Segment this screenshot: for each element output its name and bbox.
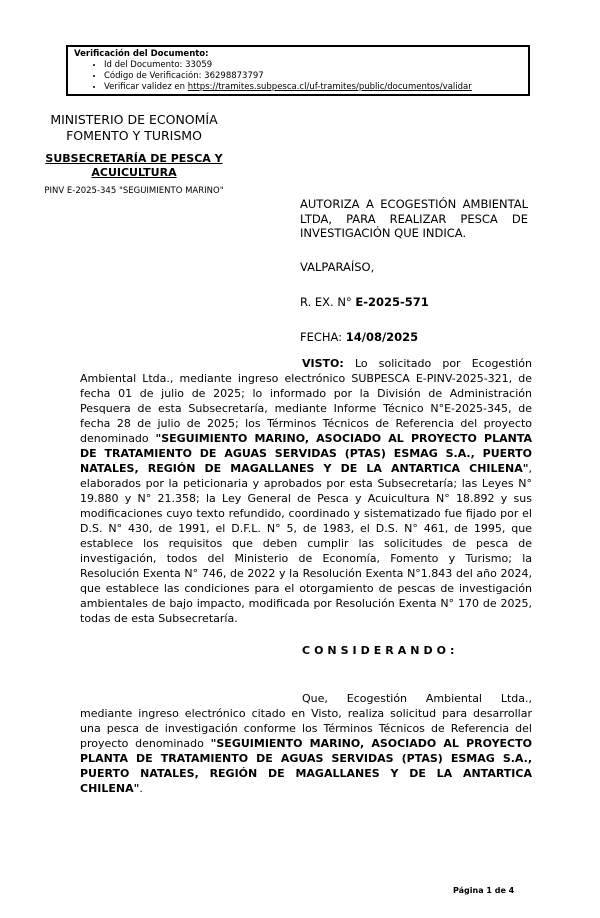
considerando-text-2: . bbox=[139, 782, 143, 795]
verification-title: Verificación del Documento: bbox=[74, 49, 209, 59]
date-value: 14/08/2025 bbox=[345, 330, 419, 344]
ministry-name-line1: MINISTERIO DE ECONOMÍA bbox=[50, 112, 218, 127]
visto-text-1: Lo solicitado por Ecogestión Ambiental Ltda., mediante ingreso electrónico SUBPESCA E-PINV-2025-321, de fecha 01 de julio de 2025; lo informado por la División de Administración Pesquera de esta Subsecretaría, mediante Informe Técnico N°E-2025-345, de fecha 28 de julio de 2025; los Términos Técnicos de Referencia del proyecto denominado bbox=[80, 357, 532, 445]
subsecretariat-name: SUBSECRETARÍA DE PESCA Y ACUICULTURA bbox=[45, 152, 223, 179]
verification-list bbox=[74, 60, 522, 93]
verification-link-label: Verificar validez en bbox=[104, 82, 188, 92]
resolution-line bbox=[300, 295, 429, 309]
ministry-name-line2: FOMENTO Y TURISMO bbox=[66, 127, 202, 143]
subject-summary: AUTORIZA A ECOGESTIÓN AMBIENTAL LTDA, PARA REALIZAR PESCA DE INVESTIGACIÓN QUE INDICA. bbox=[300, 197, 528, 240]
considerando-heading: CONSIDERANDO: bbox=[302, 644, 459, 657]
document-id: • Id del Documento: 33059 bbox=[104, 60, 522, 71]
page-footer: Página 1 de 4 bbox=[453, 886, 515, 895]
considerando-project-name: "SEGUIMIENTO MARINO, ASOCIADO AL PROYECTO PLANTA DE TRATAMIENTO DE AGUAS SERVIDAS (PTAS) ESMAG S.A., PUERTO NATALES, REGIÓN DE MAGALLANES Y DE LA ANTARTICA CHILENA" bbox=[80, 737, 532, 795]
visto-project-name: "SEGUIMIENTO MARINO, ASOCIADO AL PROYECTO PLANTA DE TRATAMIENTO DE AGUAS SERVIDAS (PTAS) ESMAG S.A., PUERTO NATALES, REGIÓN DE MAGALLANES Y DE LA ANTARTICA CHILENA" bbox=[80, 432, 532, 475]
city-line: VALPARAÍSO, bbox=[300, 260, 375, 274]
date-label: FECHA: bbox=[300, 330, 346, 344]
date-line bbox=[300, 330, 418, 344]
verification-link[interactable]: https://tramites.subpesca.cl/uf-tramites/public/documentos/validar bbox=[187, 82, 472, 92]
letterhead bbox=[28, 112, 240, 196]
resolution-label: R. EX. N° bbox=[300, 295, 356, 309]
visto-section bbox=[80, 356, 532, 626]
resolution-number: E-2025-571 bbox=[355, 295, 429, 309]
considerando-text-1: Que, Ecogestión Ambiental Ltda., mediante ingreso electrónico citado en Visto, realiza solicitud para desarrollar una pesca de investigación conforme los Términos Técnicos de Referencia del proyecto denominado bbox=[80, 692, 532, 750]
visto-text-2: , elaborados por la peticionaria y aprobados por esta Subsecretaría; las Leyes N° 19.880 y N° 21.358; la Ley General de Pesca y Acuicultura N° 18.892 y sus modificaciones cuyo texto refundido, coordinado y sistematizado fue fijado por el D.S. N° 430, de 1991, el D.F.L. N° 5, de 1983, el D.S. N° 461, de 1995, que establece los requisitos que deben cumplir las solicitudes de pesca de investigación, todos del Ministerio de Economía, Fomento y Turismo; la Resolución Exenta N° 746, de 2022 y la Resolución Exenta N°1.843 del año 2024, que establece las condiciones para el otorgamiento de pescas de investigación ambientales de bajo impacto, modificada por Resolución Exenta N° 170 de 2025, todas de esta Subsecretaría. bbox=[80, 462, 532, 625]
verification-box bbox=[66, 45, 530, 96]
visto-label: VISTO: bbox=[302, 357, 344, 370]
verification-code: • Código de Verificación: 36298873797 bbox=[104, 71, 522, 82]
considerando-section bbox=[80, 691, 532, 796]
verification-validity bbox=[104, 82, 522, 93]
project-reference: PINV E-2025-345 "SEGUIMIENTO MARINO" bbox=[44, 186, 224, 196]
